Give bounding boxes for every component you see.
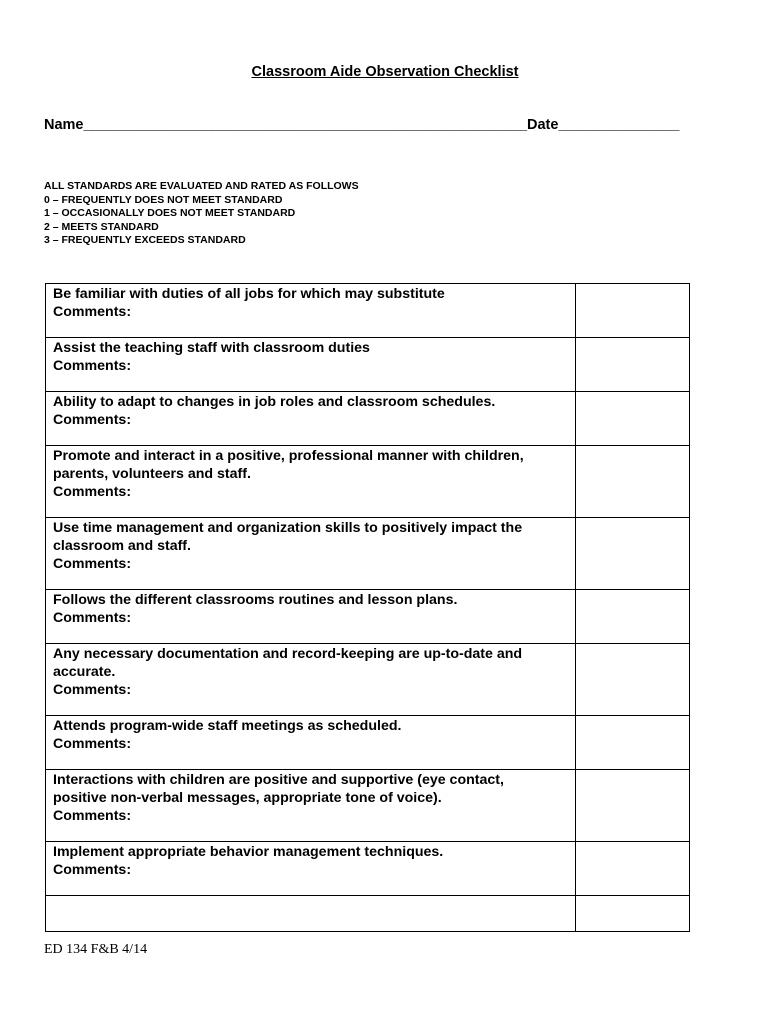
checklist-item (46, 896, 576, 932)
rating-scale-level-0: 0 – FREQUENTLY DOES NOT MEET STANDARD (44, 193, 283, 206)
comments-label: Comments: (53, 358, 132, 374)
rating-scale-level-1: 1 – OCCASIONALLY DOES NOT MEET STANDARD (44, 207, 296, 219)
rating-scale-level-3: 3 – FREQUENTLY EXCEEDS STANDARD (44, 234, 246, 246)
checklist-item (46, 392, 576, 446)
name-date-field: Name_______________________________________________________Date_______________ (44, 117, 680, 133)
comments-label: Comments: (53, 484, 132, 500)
comments-label: Comments: (53, 682, 132, 698)
comments-label: Comments: (53, 556, 132, 572)
rating-cell[interactable] (576, 284, 690, 338)
comments-label: Comments: (53, 610, 132, 626)
rating-cell[interactable] (576, 896, 690, 932)
standard-text: Assist the teaching staff with classroom duties (53, 340, 370, 356)
checklist-row (46, 392, 690, 446)
rating-cell[interactable] (576, 842, 690, 896)
standard-text: Interactions with children are positive and supportive (eye contact, (53, 772, 504, 788)
standard-text: Any necessary documentation and record-keeping are up-to-date and (53, 646, 523, 662)
comments-label: Comments: (53, 808, 132, 824)
comments-label: Comments: (53, 736, 132, 752)
rating-cell[interactable] (576, 392, 690, 446)
checklist-item (46, 590, 576, 644)
checklist-row (46, 842, 690, 896)
standard-text: Promote and interact in a positive, professional manner with children, (53, 448, 524, 464)
standard-text: classroom and staff. (53, 538, 191, 554)
checklist-row (46, 338, 690, 392)
comments-label: Comments: (53, 304, 132, 320)
rating-cell[interactable] (576, 770, 690, 842)
rating-scale-level-2: 2 – MEETS STANDARD (44, 220, 159, 233)
rating-cell[interactable] (576, 338, 690, 392)
checklist-table (45, 283, 690, 932)
rating-cell[interactable] (576, 446, 690, 518)
checklist-row (46, 896, 690, 932)
checklist-row (46, 446, 690, 518)
standard-text: positive non-verbal messages, appropriate tone of voice). (53, 790, 442, 806)
document-title: Classroom Aide Observation Checklist (251, 64, 519, 80)
checklist-item (46, 716, 576, 770)
checklist-row (46, 716, 690, 770)
checklist-item (46, 446, 576, 518)
comments-label: Comments: (53, 412, 132, 428)
standard-text: Ability to adapt to changes in job roles and classroom schedules. (53, 394, 496, 410)
checklist-item (46, 842, 576, 896)
checklist-row (46, 644, 690, 716)
checklist-row (46, 770, 690, 842)
rating-cell[interactable] (576, 590, 690, 644)
standard-text: Attends program-wide staff meetings as scheduled. (53, 718, 402, 734)
comments-label: Comments: (53, 862, 132, 878)
checklist-row (46, 284, 690, 338)
standard-text: Implement appropriate behavior management techniques. (53, 844, 444, 860)
standard-text: Be familiar with duties of all jobs for which may substitute (53, 286, 445, 302)
checklist-item (46, 644, 576, 716)
checklist-item (46, 770, 576, 842)
standard-text: accurate. (53, 664, 116, 680)
checklist-item (46, 338, 576, 392)
rating-cell[interactable] (576, 716, 690, 770)
standard-text: parents, volunteers and staff. (53, 466, 251, 482)
checklist-item (46, 518, 576, 590)
checklist-item (46, 284, 576, 338)
standard-text: Follows the different classrooms routines and lesson plans. (53, 592, 458, 608)
checklist-row (46, 518, 690, 590)
rating-scale-heading: ALL STANDARDS ARE EVALUATED AND RATED AS FOLLOWS (44, 180, 359, 192)
standard-text: Use time management and organization skills to positively impact the (53, 520, 523, 536)
rating-cell[interactable] (576, 644, 690, 716)
rating-scale (44, 180, 359, 248)
rating-cell[interactable] (576, 518, 690, 590)
checklist-row (46, 590, 690, 644)
form-footer-code: ED 134 F&B 4/14 (44, 942, 148, 957)
